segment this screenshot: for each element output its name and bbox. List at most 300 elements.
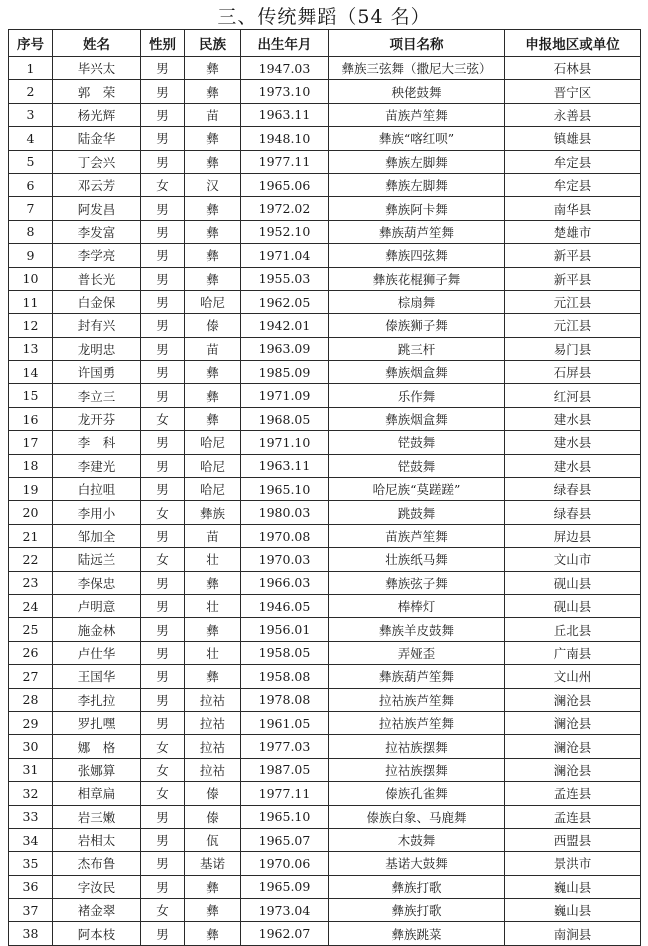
cell-name: 李学亮 — [53, 244, 141, 267]
cell-project: 彝族葫芦笙舞 — [329, 220, 505, 243]
cell-index: 22 — [9, 548, 53, 571]
cell-region: 楚雄市 — [505, 220, 641, 243]
cell-gender: 男 — [141, 594, 185, 617]
cell-ethnicity: 苗 — [185, 337, 241, 360]
cell-index: 14 — [9, 361, 53, 384]
cell-index: 37 — [9, 899, 53, 922]
cell-ethnicity: 彝 — [185, 922, 241, 945]
table-row — [9, 711, 641, 734]
cell-region: 石屏县 — [505, 361, 641, 384]
cell-ethnicity: 彝 — [185, 150, 241, 173]
cell-gender: 男 — [141, 875, 185, 898]
header-project: 项目名称 — [329, 30, 505, 57]
cell-gender: 男 — [141, 314, 185, 337]
cell-ethnicity: 彝 — [185, 407, 241, 430]
cell-birth: 1963.09 — [241, 337, 329, 360]
cell-birth: 1971.04 — [241, 244, 329, 267]
cell-ethnicity: 壮 — [185, 594, 241, 617]
cell-project: 壮族纸马舞 — [329, 548, 505, 571]
cell-region: 景洪市 — [505, 852, 641, 875]
cell-ethnicity: 彝 — [185, 384, 241, 407]
cell-project: 傣族狮子舞 — [329, 314, 505, 337]
cell-region: 澜沧县 — [505, 758, 641, 781]
cell-project: 拉祜族摆舞 — [329, 735, 505, 758]
cell-gender: 男 — [141, 524, 185, 547]
cell-region: 元江县 — [505, 314, 641, 337]
cell-ethnicity: 拉祜 — [185, 688, 241, 711]
table-row — [9, 828, 641, 851]
cell-ethnicity: 基诺 — [185, 852, 241, 875]
cell-birth: 1970.08 — [241, 524, 329, 547]
cell-gender: 男 — [141, 127, 185, 150]
cell-index: 4 — [9, 127, 53, 150]
table-body — [9, 57, 641, 946]
cell-gender: 女 — [141, 735, 185, 758]
cell-gender: 男 — [141, 197, 185, 220]
cell-birth: 1942.01 — [241, 314, 329, 337]
table-row — [9, 314, 641, 337]
table-header-row — [9, 30, 641, 57]
cell-ethnicity: 彝 — [185, 267, 241, 290]
cell-project: 跳鼓舞 — [329, 501, 505, 524]
cell-birth: 1961.05 — [241, 711, 329, 734]
cell-birth: 1962.07 — [241, 922, 329, 945]
cell-gender: 女 — [141, 899, 185, 922]
cell-region: 红河县 — [505, 384, 641, 407]
cell-project: 彝族弦子舞 — [329, 571, 505, 594]
cell-birth: 1955.03 — [241, 267, 329, 290]
header-gender: 性别 — [141, 30, 185, 57]
cell-name: 岩三嫩 — [53, 805, 141, 828]
table-row — [9, 150, 641, 173]
cell-name: 阿发昌 — [53, 197, 141, 220]
cell-ethnicity: 彝 — [185, 220, 241, 243]
cell-index: 18 — [9, 454, 53, 477]
cell-index: 7 — [9, 197, 53, 220]
table-row — [9, 758, 641, 781]
cell-project: 拉祜族芦笙舞 — [329, 711, 505, 734]
cell-gender: 男 — [141, 571, 185, 594]
cell-name: 许国勇 — [53, 361, 141, 384]
cell-birth: 1977.11 — [241, 150, 329, 173]
cell-index: 11 — [9, 290, 53, 313]
table-row — [9, 875, 641, 898]
cell-ethnicity: 苗 — [185, 524, 241, 547]
table-row — [9, 688, 641, 711]
cell-name: 封有兴 — [53, 314, 141, 337]
cell-gender: 女 — [141, 173, 185, 196]
cell-region: 孟连县 — [505, 782, 641, 805]
cell-birth: 1965.09 — [241, 875, 329, 898]
cell-region: 新平县 — [505, 244, 641, 267]
cell-name: 丁会兴 — [53, 150, 141, 173]
cell-index: 8 — [9, 220, 53, 243]
cell-index: 26 — [9, 641, 53, 664]
cell-ethnicity: 彝 — [185, 361, 241, 384]
cell-region: 建水县 — [505, 454, 641, 477]
cell-gender: 男 — [141, 150, 185, 173]
cell-ethnicity: 彝 — [185, 665, 241, 688]
cell-gender: 男 — [141, 478, 185, 501]
cell-index: 5 — [9, 150, 53, 173]
cell-region: 砚山县 — [505, 571, 641, 594]
table-row — [9, 571, 641, 594]
cell-index: 15 — [9, 384, 53, 407]
cell-name: 李扎拉 — [53, 688, 141, 711]
table-row — [9, 501, 641, 524]
cell-gender: 男 — [141, 384, 185, 407]
cell-ethnicity: 傣 — [185, 805, 241, 828]
cell-index: 38 — [9, 922, 53, 945]
table-row — [9, 454, 641, 477]
cell-name: 毕兴太 — [53, 57, 141, 80]
cell-birth: 1956.01 — [241, 618, 329, 641]
cell-region: 澜沧县 — [505, 711, 641, 734]
cell-project: 彝族三弦舞（撒尼大三弦） — [329, 57, 505, 80]
cell-index: 2 — [9, 80, 53, 103]
cell-gender: 女 — [141, 758, 185, 781]
table-row — [9, 220, 641, 243]
table-row — [9, 337, 641, 360]
cell-project: 棒棒灯 — [329, 594, 505, 617]
cell-region: 丘北县 — [505, 618, 641, 641]
table-row — [9, 80, 641, 103]
cell-gender: 男 — [141, 220, 185, 243]
cell-ethnicity: 彝 — [185, 875, 241, 898]
table-row — [9, 361, 641, 384]
cell-region: 砚山县 — [505, 594, 641, 617]
cell-birth: 1970.06 — [241, 852, 329, 875]
cell-ethnicity: 哈尼 — [185, 478, 241, 501]
cell-index: 27 — [9, 665, 53, 688]
cell-project: 傣族孔雀舞 — [329, 782, 505, 805]
cell-index: 35 — [9, 852, 53, 875]
cell-birth: 1952.10 — [241, 220, 329, 243]
header-index: 序号 — [9, 30, 53, 57]
cell-name: 普长光 — [53, 267, 141, 290]
cell-birth: 1980.03 — [241, 501, 329, 524]
cell-project: 傣族白象、马鹿舞 — [329, 805, 505, 828]
cell-index: 9 — [9, 244, 53, 267]
header-name: 姓名 — [53, 30, 141, 57]
cell-project: 铓鼓舞 — [329, 431, 505, 454]
cell-project: 彝族左脚舞 — [329, 173, 505, 196]
cell-project: 彝族烟盒舞 — [329, 407, 505, 430]
table-row — [9, 103, 641, 126]
cell-ethnicity: 彝 — [185, 244, 241, 267]
cell-gender: 男 — [141, 80, 185, 103]
cell-ethnicity: 汉 — [185, 173, 241, 196]
cell-ethnicity: 傣 — [185, 314, 241, 337]
cell-project: 弄娅歪 — [329, 641, 505, 664]
cell-gender: 男 — [141, 454, 185, 477]
cell-gender: 男 — [141, 244, 185, 267]
cell-index: 1 — [9, 57, 53, 80]
cell-index: 24 — [9, 594, 53, 617]
cell-project: 苗族芦笙舞 — [329, 103, 505, 126]
cell-gender: 男 — [141, 57, 185, 80]
cell-gender: 女 — [141, 407, 185, 430]
cell-gender: 男 — [141, 641, 185, 664]
cell-birth: 1963.11 — [241, 103, 329, 126]
table-row — [9, 290, 641, 313]
cell-name: 字汝民 — [53, 875, 141, 898]
table-row — [9, 735, 641, 758]
cell-ethnicity: 壮 — [185, 641, 241, 664]
cell-gender: 男 — [141, 618, 185, 641]
cell-name: 龙明忠 — [53, 337, 141, 360]
cell-name: 相章扁 — [53, 782, 141, 805]
cell-birth: 1965.06 — [241, 173, 329, 196]
cell-index: 31 — [9, 758, 53, 781]
cell-project: 基诺大鼓舞 — [329, 852, 505, 875]
cell-name: 邹加全 — [53, 524, 141, 547]
cell-project: 秧佬鼓舞 — [329, 80, 505, 103]
cell-birth: 1966.03 — [241, 571, 329, 594]
cell-region: 易门县 — [505, 337, 641, 360]
cell-gender: 男 — [141, 688, 185, 711]
cell-region: 文山州 — [505, 665, 641, 688]
cell-ethnicity: 佤 — [185, 828, 241, 851]
cell-ethnicity: 彝 — [185, 57, 241, 80]
table-row — [9, 244, 641, 267]
table-row — [9, 127, 641, 150]
cell-ethnicity: 拉祜 — [185, 758, 241, 781]
cell-project: 彝族左脚舞 — [329, 150, 505, 173]
cell-region: 南涧县 — [505, 922, 641, 945]
table-row — [9, 524, 641, 547]
cell-index: 20 — [9, 501, 53, 524]
cell-birth: 1978.08 — [241, 688, 329, 711]
table-row — [9, 197, 641, 220]
cell-index: 12 — [9, 314, 53, 337]
cell-name: 李保忠 — [53, 571, 141, 594]
cell-birth: 1985.09 — [241, 361, 329, 384]
cell-region: 绿春县 — [505, 478, 641, 501]
table-row — [9, 478, 641, 501]
table-row — [9, 384, 641, 407]
cell-index: 16 — [9, 407, 53, 430]
cell-index: 17 — [9, 431, 53, 454]
cell-birth: 1958.08 — [241, 665, 329, 688]
cell-region: 石林县 — [505, 57, 641, 80]
table-row — [9, 57, 641, 80]
cell-birth: 1973.10 — [241, 80, 329, 103]
cell-project: 彝族花棍狮子舞 — [329, 267, 505, 290]
table-row — [9, 852, 641, 875]
cell-birth: 1965.07 — [241, 828, 329, 851]
cell-gender: 男 — [141, 852, 185, 875]
cell-index: 28 — [9, 688, 53, 711]
cell-gender: 男 — [141, 103, 185, 126]
cell-project: 铓鼓舞 — [329, 454, 505, 477]
cell-region: 孟连县 — [505, 805, 641, 828]
cell-project: 彝族四弦舞 — [329, 244, 505, 267]
cell-name: 陆远兰 — [53, 548, 141, 571]
table-row — [9, 805, 641, 828]
cell-birth: 1958.05 — [241, 641, 329, 664]
cell-region: 南华县 — [505, 197, 641, 220]
cell-name: 李立三 — [53, 384, 141, 407]
cell-ethnicity: 哈尼 — [185, 431, 241, 454]
table-row — [9, 641, 641, 664]
cell-region: 文山市 — [505, 548, 641, 571]
cell-name: 卢明意 — [53, 594, 141, 617]
cell-birth: 1977.03 — [241, 735, 329, 758]
cell-birth: 1971.09 — [241, 384, 329, 407]
cell-name: 郭 荣 — [53, 80, 141, 103]
cell-ethnicity: 傣 — [185, 782, 241, 805]
cell-gender: 男 — [141, 361, 185, 384]
cell-region: 牟定县 — [505, 173, 641, 196]
cell-index: 29 — [9, 711, 53, 734]
cell-name: 陆金华 — [53, 127, 141, 150]
cell-index: 36 — [9, 875, 53, 898]
table-row — [9, 173, 641, 196]
cell-name: 施金林 — [53, 618, 141, 641]
cell-birth: 1965.10 — [241, 805, 329, 828]
cell-project: 彝族打歌 — [329, 875, 505, 898]
cell-index: 10 — [9, 267, 53, 290]
cell-ethnicity: 苗 — [185, 103, 241, 126]
inheritor-table — [8, 29, 641, 946]
cell-index: 30 — [9, 735, 53, 758]
cell-name: 卢仕华 — [53, 641, 141, 664]
cell-ethnicity: 拉祜 — [185, 735, 241, 758]
cell-name: 张娜算 — [53, 758, 141, 781]
cell-region: 广南县 — [505, 641, 641, 664]
cell-project: 彝族羊皮鼓舞 — [329, 618, 505, 641]
cell-region: 绿春县 — [505, 501, 641, 524]
cell-project: 拉祜族摆舞 — [329, 758, 505, 781]
cell-gender: 男 — [141, 337, 185, 360]
cell-index: 3 — [9, 103, 53, 126]
cell-name: 邓云芳 — [53, 173, 141, 196]
cell-index: 13 — [9, 337, 53, 360]
cell-index: 19 — [9, 478, 53, 501]
cell-birth: 1948.10 — [241, 127, 329, 150]
cell-project: 彝族葫芦笙舞 — [329, 665, 505, 688]
header-birth: 出生年月 — [241, 30, 329, 57]
cell-index: 32 — [9, 782, 53, 805]
cell-gender: 男 — [141, 267, 185, 290]
cell-project: 彝族阿卡舞 — [329, 197, 505, 220]
cell-region: 牟定县 — [505, 150, 641, 173]
cell-birth: 1971.10 — [241, 431, 329, 454]
cell-gender: 男 — [141, 711, 185, 734]
cell-ethnicity: 彝族 — [185, 501, 241, 524]
cell-gender: 男 — [141, 431, 185, 454]
cell-name: 王国华 — [53, 665, 141, 688]
cell-birth: 1962.05 — [241, 290, 329, 313]
cell-region: 建水县 — [505, 407, 641, 430]
cell-region: 永善县 — [505, 103, 641, 126]
cell-name: 罗扎嘿 — [53, 711, 141, 734]
cell-project: 彝族跳菜 — [329, 922, 505, 945]
cell-name: 龙开芬 — [53, 407, 141, 430]
cell-name: 白拉咀 — [53, 478, 141, 501]
cell-birth: 1970.03 — [241, 548, 329, 571]
header-ethnicity: 民族 — [185, 30, 241, 57]
cell-ethnicity: 彝 — [185, 80, 241, 103]
cell-birth: 1963.11 — [241, 454, 329, 477]
table-row — [9, 618, 641, 641]
cell-project: 哈尼族“莫蹉蹉” — [329, 478, 505, 501]
table-row — [9, 594, 641, 617]
cell-index: 33 — [9, 805, 53, 828]
cell-ethnicity: 拉祜 — [185, 711, 241, 734]
cell-ethnicity: 哈尼 — [185, 290, 241, 313]
cell-project: 彝族烟盒舞 — [329, 361, 505, 384]
header-region: 申报地区或单位 — [505, 30, 641, 57]
cell-region: 建水县 — [505, 431, 641, 454]
cell-region: 晋宁区 — [505, 80, 641, 103]
cell-ethnicity: 彝 — [185, 197, 241, 220]
cell-region: 巍山县 — [505, 899, 641, 922]
cell-name: 李建光 — [53, 454, 141, 477]
cell-birth: 1965.10 — [241, 478, 329, 501]
cell-ethnicity: 哈尼 — [185, 454, 241, 477]
cell-birth: 1987.05 — [241, 758, 329, 781]
cell-gender: 男 — [141, 922, 185, 945]
table-row — [9, 782, 641, 805]
cell-project: 棕扇舞 — [329, 290, 505, 313]
cell-project: 乐作舞 — [329, 384, 505, 407]
cell-gender: 男 — [141, 290, 185, 313]
cell-index: 21 — [9, 524, 53, 547]
cell-gender: 男 — [141, 805, 185, 828]
cell-gender: 男 — [141, 828, 185, 851]
cell-index: 25 — [9, 618, 53, 641]
cell-ethnicity: 彝 — [185, 571, 241, 594]
cell-name: 李用小 — [53, 501, 141, 524]
cell-birth: 1973.04 — [241, 899, 329, 922]
cell-name: 李发富 — [53, 220, 141, 243]
cell-name: 娜 格 — [53, 735, 141, 758]
cell-region: 巍山县 — [505, 875, 641, 898]
table-row — [9, 665, 641, 688]
cell-gender: 男 — [141, 665, 185, 688]
cell-ethnicity: 彝 — [185, 127, 241, 150]
cell-gender: 女 — [141, 782, 185, 805]
table-row — [9, 431, 641, 454]
cell-project: 木鼓舞 — [329, 828, 505, 851]
table-row — [9, 922, 641, 945]
cell-name: 岩相太 — [53, 828, 141, 851]
cell-project: 苗族芦笙舞 — [329, 524, 505, 547]
cell-region: 元江县 — [505, 290, 641, 313]
cell-region: 新平县 — [505, 267, 641, 290]
cell-index: 34 — [9, 828, 53, 851]
table-row — [9, 899, 641, 922]
cell-ethnicity: 壮 — [185, 548, 241, 571]
table-row — [9, 407, 641, 430]
table-row — [9, 548, 641, 571]
cell-name: 杨光辉 — [53, 103, 141, 126]
cell-gender: 女 — [141, 501, 185, 524]
cell-name: 阿本枝 — [53, 922, 141, 945]
cell-ethnicity: 彝 — [185, 899, 241, 922]
cell-birth: 1968.05 — [241, 407, 329, 430]
cell-birth: 1946.05 — [241, 594, 329, 617]
cell-project: 跳三杆 — [329, 337, 505, 360]
section-title: 三、传统舞蹈（54 名） — [217, 6, 431, 28]
cell-name: 白金保 — [53, 290, 141, 313]
cell-name: 李 科 — [53, 431, 141, 454]
cell-birth: 1977.11 — [241, 782, 329, 805]
cell-region: 澜沧县 — [505, 688, 641, 711]
cell-region: 镇雄县 — [505, 127, 641, 150]
